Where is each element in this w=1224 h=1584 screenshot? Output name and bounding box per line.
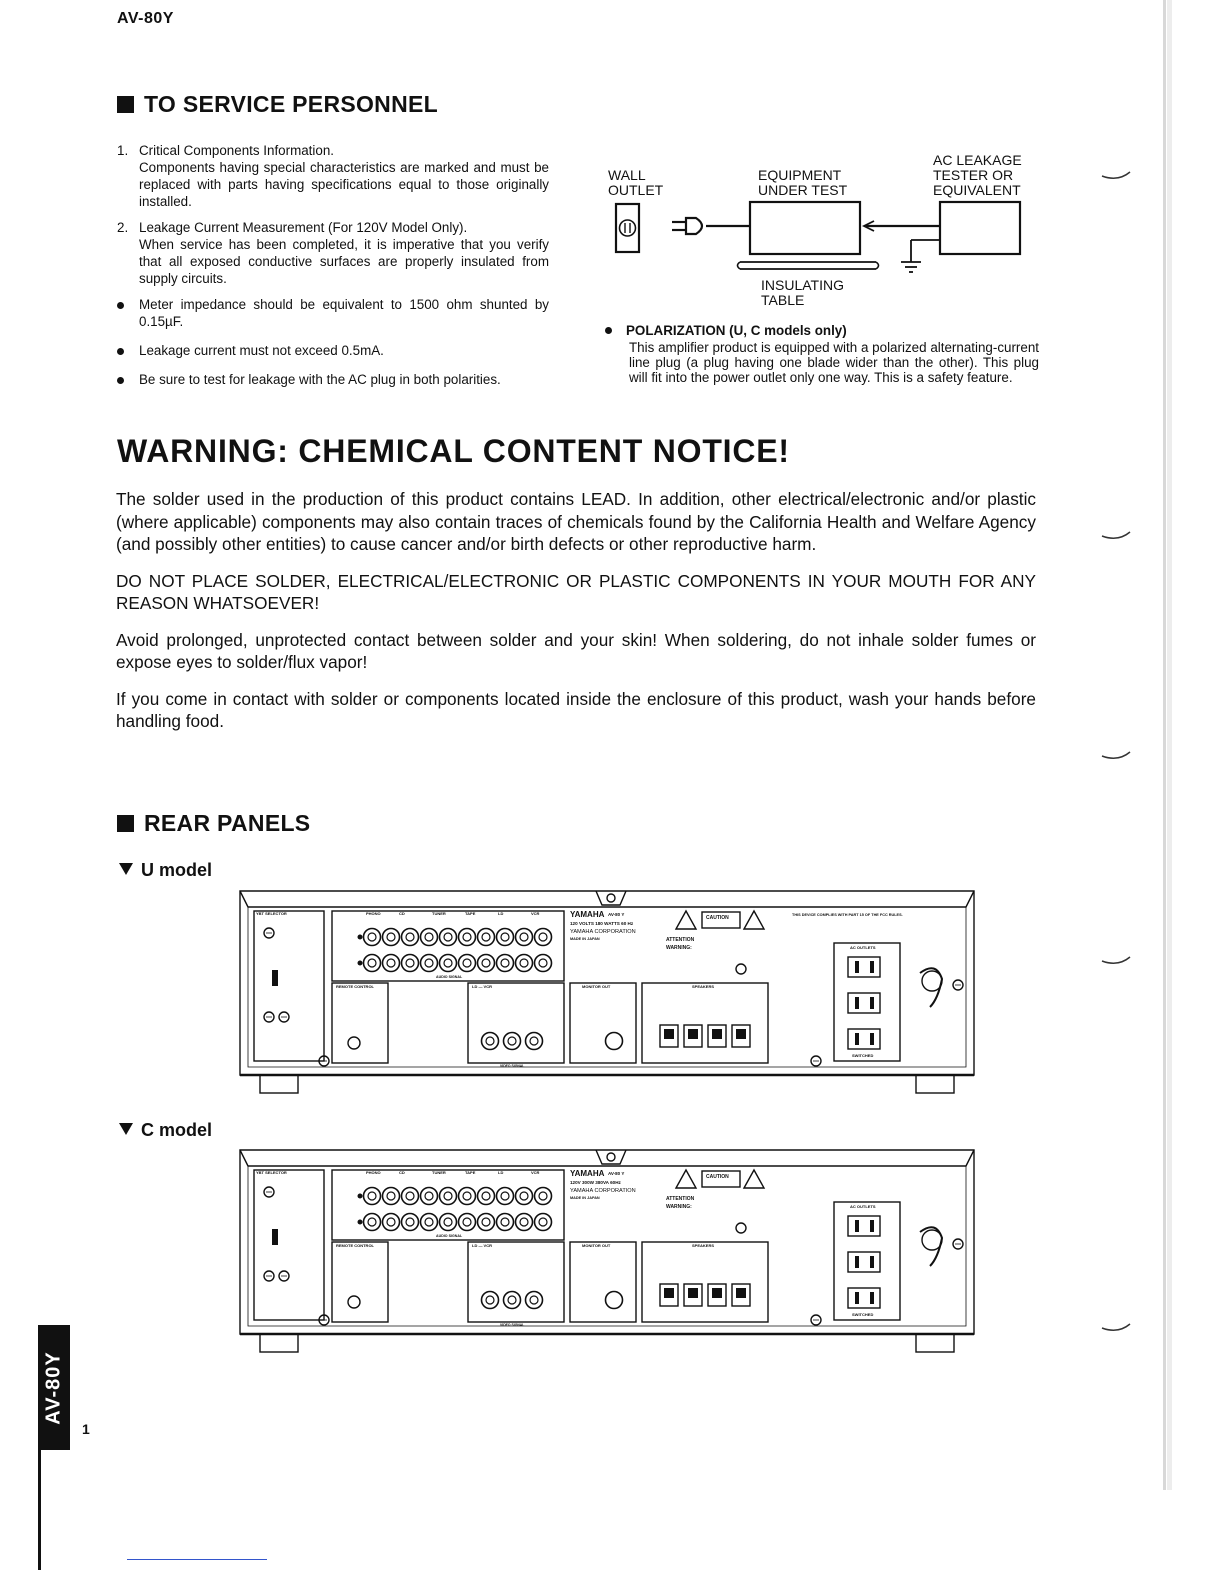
outlet-slot (870, 1292, 874, 1304)
bullet-dot-icon (117, 377, 124, 384)
rca-jack-inner (482, 933, 490, 941)
outlet-slot (870, 1033, 874, 1045)
model-number-text: AV-80 Y (608, 912, 625, 917)
rca-jack-icon (535, 955, 552, 972)
rca-jack-icon (421, 955, 438, 972)
section-label: YBT SELECTOR (256, 911, 287, 916)
remote-jack-icon (348, 1296, 360, 1308)
rca-jack-icon (516, 955, 533, 972)
foot-right (916, 1075, 954, 1093)
caution-text: CAUTION (706, 1174, 729, 1180)
video-jack-icon (526, 1292, 543, 1309)
rca-jack-inner (539, 1192, 547, 1200)
outlet-slot (870, 961, 874, 973)
ac-leakage-tester-label: AC LEAKAGE TESTER OR EQUIVALENT (933, 152, 1022, 198)
ac-outlet-icon (848, 1029, 880, 1049)
warning-triangle-icon (744, 1170, 764, 1188)
outlet-slot (855, 1256, 859, 1268)
warning-paragraph: If you come in contact with solder or components located inside the enclosure of this product, wash your hands before handling food. (116, 688, 1036, 731)
rca-jack-icon (383, 955, 400, 972)
screw-icon (736, 1223, 746, 1233)
speakers-label: SPEAKERS (692, 984, 715, 989)
rca-jack-icon (535, 1188, 552, 1205)
warning-triangle-icon (676, 1170, 696, 1188)
warning-label-text: WARNING: (666, 1204, 692, 1210)
model-number-text: AV-80 Y (608, 1171, 625, 1176)
rca-jack-inner (501, 1192, 509, 1200)
video-jack-inner (508, 1296, 516, 1304)
video-jack-inner (486, 1296, 494, 1304)
rca-jack-inner (539, 1218, 547, 1226)
rca-jack-icon (497, 1214, 514, 1231)
side-model-tab: AV-80Y (38, 1325, 70, 1450)
speaker-terminal-knob (712, 1029, 722, 1039)
item-heading: Critical Components Information. (139, 143, 334, 158)
rca-jack-icon (364, 1214, 381, 1231)
monitor-out-panel (570, 1242, 636, 1322)
rca-jack-inner (520, 1218, 528, 1226)
binding-mark-icon (1100, 955, 1132, 965)
rca-jack-inner (539, 933, 547, 941)
video-jack-icon (482, 1033, 499, 1050)
rca-jack-icon (364, 929, 381, 946)
page-number: 1 (82, 1421, 90, 1437)
polarization-text: This amplifier product is equipped with a polarized alternating-current line plug (a plug having one blade wider than the other). This plug will fit into the power outlet only one way. This is a safety feature. (629, 340, 1039, 385)
audio-signal-label: AUDIO SIGNAL (436, 1234, 463, 1238)
rca-jack-inner (520, 933, 528, 941)
side-rule (38, 1450, 41, 1570)
c-model-label: C model (119, 1120, 212, 1141)
jack-group-label: CD (399, 1170, 405, 1175)
selector-switch-icon (272, 1229, 278, 1245)
foot-left (260, 1334, 298, 1352)
rca-jack-inner (368, 933, 376, 941)
service-list (117, 142, 549, 397)
video-group-label: LD — VCR (472, 984, 492, 989)
bullet-meter-impedance (117, 296, 549, 330)
rca-jack-inner (482, 959, 490, 967)
rca-jack-icon (535, 1214, 552, 1231)
brand-text: YAMAHA (570, 910, 605, 919)
rca-jack-inner (463, 959, 471, 967)
rca-jack-icon (402, 1214, 419, 1231)
video-jack-inner (530, 1296, 538, 1304)
video-jack-icon (504, 1292, 521, 1309)
monitor-out-panel (570, 983, 636, 1063)
rca-jack-icon (440, 1214, 457, 1231)
bullet-dot-icon (605, 327, 612, 334)
binding-mark-icon (1100, 170, 1132, 180)
screw-icon (607, 1153, 615, 1161)
rca-jack-icon (421, 1214, 438, 1231)
service-item-leakage-measurement (117, 219, 549, 287)
ac-outlets-label: AC OUTLETS (850, 1204, 876, 1209)
jack-group-label: PHONO (366, 911, 381, 916)
video-jack-icon (526, 1033, 543, 1050)
warning-body (116, 488, 1036, 747)
leakage-test-diagram (600, 150, 1050, 320)
jack-group-label: LD (498, 911, 504, 916)
speaker-terminal-knob (712, 1288, 722, 1298)
warning-paragraph: DO NOT PLACE SOLDER, ELECTRICAL/ELECTRONIC OR PLASTIC COMPONENTS IN YOUR MOUTH FOR ANY REASON WHATSOEVER! (116, 570, 1036, 613)
rca-jack-icon (497, 955, 514, 972)
rca-jack-icon (440, 955, 457, 972)
speakers-panel (642, 1242, 768, 1322)
rca-jack-inner (368, 959, 376, 967)
rating-text: 120 VOLTS 180 WATTS 60 Hz (570, 921, 634, 926)
bullet-text: Be sure to test for leakage with the AC plug in both polarities. (139, 372, 501, 387)
rca-jack-icon (478, 1214, 495, 1231)
jack-group-label: PHONO (366, 1170, 381, 1175)
rca-jack-inner (425, 933, 433, 941)
corporation-text: YAMAHA CORPORATION (570, 929, 636, 935)
jack-marker (358, 1194, 363, 1199)
service-item-critical-components (117, 142, 549, 210)
ac-outlet-icon (848, 993, 880, 1013)
diagram-drawing (600, 150, 1050, 320)
outlet-slot (855, 997, 859, 1009)
brand-text: YAMAHA (570, 1169, 605, 1178)
rca-jack-icon (535, 929, 552, 946)
service-section-title (117, 91, 438, 118)
outlet-slot (870, 1220, 874, 1232)
warning-triangle-icon (676, 911, 696, 929)
rca-jack-icon (364, 955, 381, 972)
foot-left (260, 1075, 298, 1093)
rca-jack-inner (482, 1192, 490, 1200)
rca-jack-icon (516, 1188, 533, 1205)
bullet-dot-icon (117, 348, 124, 355)
service-title-text: TO SERVICE PERSONNEL (144, 91, 438, 117)
remote-jack-icon (348, 1037, 360, 1049)
warning-title: WARNING: CHEMICAL CONTENT NOTICE! (117, 433, 790, 469)
wall-outlet-label: WALL OUTLET (608, 167, 664, 198)
page-edge-shadow (1163, 0, 1173, 1490)
rca-jack-icon (421, 929, 438, 946)
item-text: Components having special characteristics are marked and must be replaced with parts having specifications equal to those originally installed. (139, 160, 549, 209)
video-signal-label: VIDEO SIGNAL (500, 1323, 525, 1327)
rca-jack-inner (425, 1218, 433, 1226)
speaker-terminal-knob (736, 1029, 746, 1039)
origin-text: MADE IN JAPAN (570, 937, 600, 941)
monitor-jack-icon (606, 1033, 623, 1050)
rca-jack-icon (497, 1188, 514, 1205)
c-model-rear-panel (236, 1144, 978, 1359)
rca-jack-inner (406, 1192, 414, 1200)
rca-jack-icon (459, 1188, 476, 1205)
video-jack-icon (504, 1033, 521, 1050)
switched-label: SWITCHED (852, 1312, 874, 1317)
rca-jack-icon (478, 929, 495, 946)
ac-outlets-label: AC OUTLETS (850, 945, 876, 950)
speaker-terminal-knob (664, 1288, 674, 1298)
ac-outlet-icon (848, 1252, 880, 1272)
rca-jack-icon (402, 929, 419, 946)
rear-panel-drawing (236, 885, 978, 1095)
video-jacks-panel (468, 1242, 564, 1322)
bullet-test-polarities (117, 371, 549, 388)
square-bullet-icon (117, 96, 134, 113)
selector-switch-icon (272, 970, 278, 986)
screw-icon (607, 894, 615, 902)
rca-jack-icon (497, 929, 514, 946)
rca-jack-inner (444, 1218, 452, 1226)
monitor-jack-icon (606, 1292, 623, 1309)
rca-jack-icon (516, 1214, 533, 1231)
foot-right (916, 1334, 954, 1352)
binding-mark-icon (1100, 750, 1132, 760)
rca-jack-inner (501, 959, 509, 967)
speaker-terminal-knob (736, 1288, 746, 1298)
rca-jack-inner (520, 1192, 528, 1200)
outlet-slot (855, 961, 859, 973)
rca-jack-inner (406, 933, 414, 941)
rca-jack-icon (516, 929, 533, 946)
square-bullet-icon (117, 815, 134, 832)
origin-text: MADE IN JAPAN (570, 1196, 600, 1200)
jack-group-label: TUNER (432, 911, 446, 916)
fcc-notice-text: THIS DEVICE COMPLIES WITH PART 15 OF THE FCC RULES. (792, 913, 903, 917)
rca-jack-inner (463, 933, 471, 941)
outlet-slot (855, 1033, 859, 1045)
rca-jack-inner (387, 1218, 395, 1226)
screw-icon (736, 964, 746, 974)
ac-outlets-panel (834, 943, 900, 1061)
jack-group-label: TAPE (465, 1170, 476, 1175)
video-jack-inner (508, 1037, 516, 1045)
video-jack-inner (530, 1037, 538, 1045)
attention-text: ATTENTION (666, 1196, 695, 1202)
switched-label: SWITCHED (852, 1053, 874, 1058)
triangle-down-icon (119, 1123, 133, 1135)
warning-label-text: WARNING: (666, 945, 692, 951)
video-jack-icon (482, 1292, 499, 1309)
rca-jack-icon (383, 1214, 400, 1231)
rca-jack-icon (478, 1188, 495, 1205)
rca-jack-icon (459, 929, 476, 946)
item-heading: Leakage Current Measurement (For 120V Model Only). (139, 220, 468, 235)
outlet-slot (855, 1292, 859, 1304)
rca-jack-inner (387, 1192, 395, 1200)
rca-jack-inner (482, 1218, 490, 1226)
rca-jack-icon (440, 1188, 457, 1205)
bullet-text: Leakage current must not exceed 0.5mA. (139, 343, 384, 358)
rca-jack-inner (501, 933, 509, 941)
jack-marker (358, 961, 363, 966)
rating-text: 120V 300W 380VA 60Hz (570, 1180, 621, 1185)
item-number: 1. (117, 143, 129, 158)
video-signal-label: VIDEO SIGNAL (500, 1064, 525, 1068)
triangle-down-icon (119, 863, 133, 875)
rca-jack-inner (444, 1192, 452, 1200)
section-label: YBT SELECTOR (256, 1170, 287, 1175)
outlet-slot (870, 997, 874, 1009)
polarization-title: POLARIZATION (U, C models only) (605, 321, 1039, 338)
bullet-leakage-limit (117, 342, 549, 359)
u-model-label: U model (119, 860, 212, 881)
rca-jack-icon (459, 1214, 476, 1231)
rca-jack-inner (539, 959, 547, 967)
bottom-divider (127, 1559, 267, 1560)
item-text: When service has been completed, it is imperative that you verify that all exposed conductive surfaces are properly insulated from supply circuits. (139, 237, 549, 286)
warning-paragraph: Avoid prolonged, unprotected contact between solder and your skin! When soldering, do not inhale solder fumes or expose eyes to solder/flux vapor! (116, 629, 1036, 672)
ac-outlet-icon (848, 957, 880, 977)
rca-jack-inner (387, 933, 395, 941)
rca-jack-inner (425, 959, 433, 967)
video-group-label: LD — VCR (472, 1243, 492, 1248)
equipment-box-icon (750, 202, 860, 254)
ac-outlets-panel (834, 1202, 900, 1320)
attention-text: ATTENTION (666, 937, 695, 943)
bullet-dot-icon (117, 302, 124, 309)
rca-jack-inner (387, 959, 395, 967)
rca-jack-inner (444, 933, 452, 941)
video-jacks-panel (468, 983, 564, 1063)
video-jack-inner (486, 1037, 494, 1045)
caution-text: CAUTION (706, 915, 729, 921)
rca-jack-icon (383, 1188, 400, 1205)
remote-control-panel (332, 983, 388, 1063)
rca-jack-inner (520, 959, 528, 967)
page-model-header: AV-80Y (117, 10, 174, 27)
warning-triangle-icon (744, 911, 764, 929)
speaker-terminal-knob (688, 1029, 698, 1039)
rca-jack-inner (406, 959, 414, 967)
jack-group-label: TAPE (465, 911, 476, 916)
equipment-under-test-label: EQUIPMENT UNDER TEST (758, 167, 848, 198)
cord-bushing-icon (922, 971, 942, 991)
rca-jack-inner (425, 1192, 433, 1200)
rca-jack-icon (402, 1188, 419, 1205)
polarization-note (605, 321, 1039, 385)
rca-jack-inner (463, 1192, 471, 1200)
rca-jack-icon (478, 955, 495, 972)
rca-jack-inner (406, 1218, 414, 1226)
insulating-table-label: INSULATING TABLE (761, 277, 844, 308)
jack-group-label: TUNER (432, 1170, 446, 1175)
cord-bushing-icon (922, 1230, 942, 1250)
top-screw-tab (596, 1150, 626, 1164)
item-number: 2. (117, 220, 129, 235)
rca-jack-icon (364, 1188, 381, 1205)
rca-jack-icon (402, 955, 419, 972)
u-model-rear-panel (236, 885, 978, 1100)
rca-jack-icon (421, 1188, 438, 1205)
remote-control-panel (332, 1242, 388, 1322)
rca-jack-inner (368, 1218, 376, 1226)
ac-outlet-icon (848, 1288, 880, 1308)
speaker-terminal-knob (664, 1029, 674, 1039)
rca-jack-icon (440, 929, 457, 946)
speakers-label: SPEAKERS (692, 1243, 715, 1248)
rca-jack-icon (383, 929, 400, 946)
binding-mark-icon (1100, 530, 1132, 540)
top-screw-tab (596, 891, 626, 905)
jack-marker (358, 935, 363, 940)
audio-signal-label: AUDIO SIGNAL (436, 975, 463, 979)
corporation-text: YAMAHA CORPORATION (570, 1188, 636, 1194)
rca-jack-inner (368, 1192, 376, 1200)
speaker-terminal-knob (688, 1288, 698, 1298)
jack-marker (358, 1220, 363, 1225)
rca-jack-icon (459, 955, 476, 972)
rear-panels-title: REAR PANELS (117, 810, 310, 837)
tester-box-icon (940, 202, 1020, 254)
remote-control-label: REMOTE CONTROL (336, 984, 374, 989)
jack-group-label: VCR (531, 1170, 540, 1175)
remote-control-label: REMOTE CONTROL (336, 1243, 374, 1248)
monitor-out-label: MONITOR OUT (582, 984, 611, 989)
speakers-panel (642, 983, 768, 1063)
plug-icon (672, 218, 750, 234)
outlet-slot (870, 1256, 874, 1268)
ac-outlet-icon (848, 1216, 880, 1236)
rear-panel-drawing (236, 1144, 978, 1354)
binding-mark-icon (1100, 1322, 1132, 1332)
outlet-slot (855, 1220, 859, 1232)
jack-group-label: VCR (531, 911, 540, 916)
rca-jack-inner (501, 1218, 509, 1226)
jack-group-label: CD (399, 911, 405, 916)
jack-group-label: LD (498, 1170, 504, 1175)
monitor-out-label: MONITOR OUT (582, 1243, 611, 1248)
rca-jack-inner (463, 1218, 471, 1226)
rca-jack-inner (444, 959, 452, 967)
bullet-text: Meter impedance should be equivalent to 1500 ohm shunted by 0.15µF. (139, 297, 549, 329)
warning-paragraph: The solder used in the production of this product contains LEAD. In addition, other electrical/electronic and/or plastic (where applicable) components may also contain traces of chemicals found by the California Health and Welfare Agency (and possibly other entities) to cause cancer and/or birth defects or other reproductive harm. (116, 489, 1036, 554)
